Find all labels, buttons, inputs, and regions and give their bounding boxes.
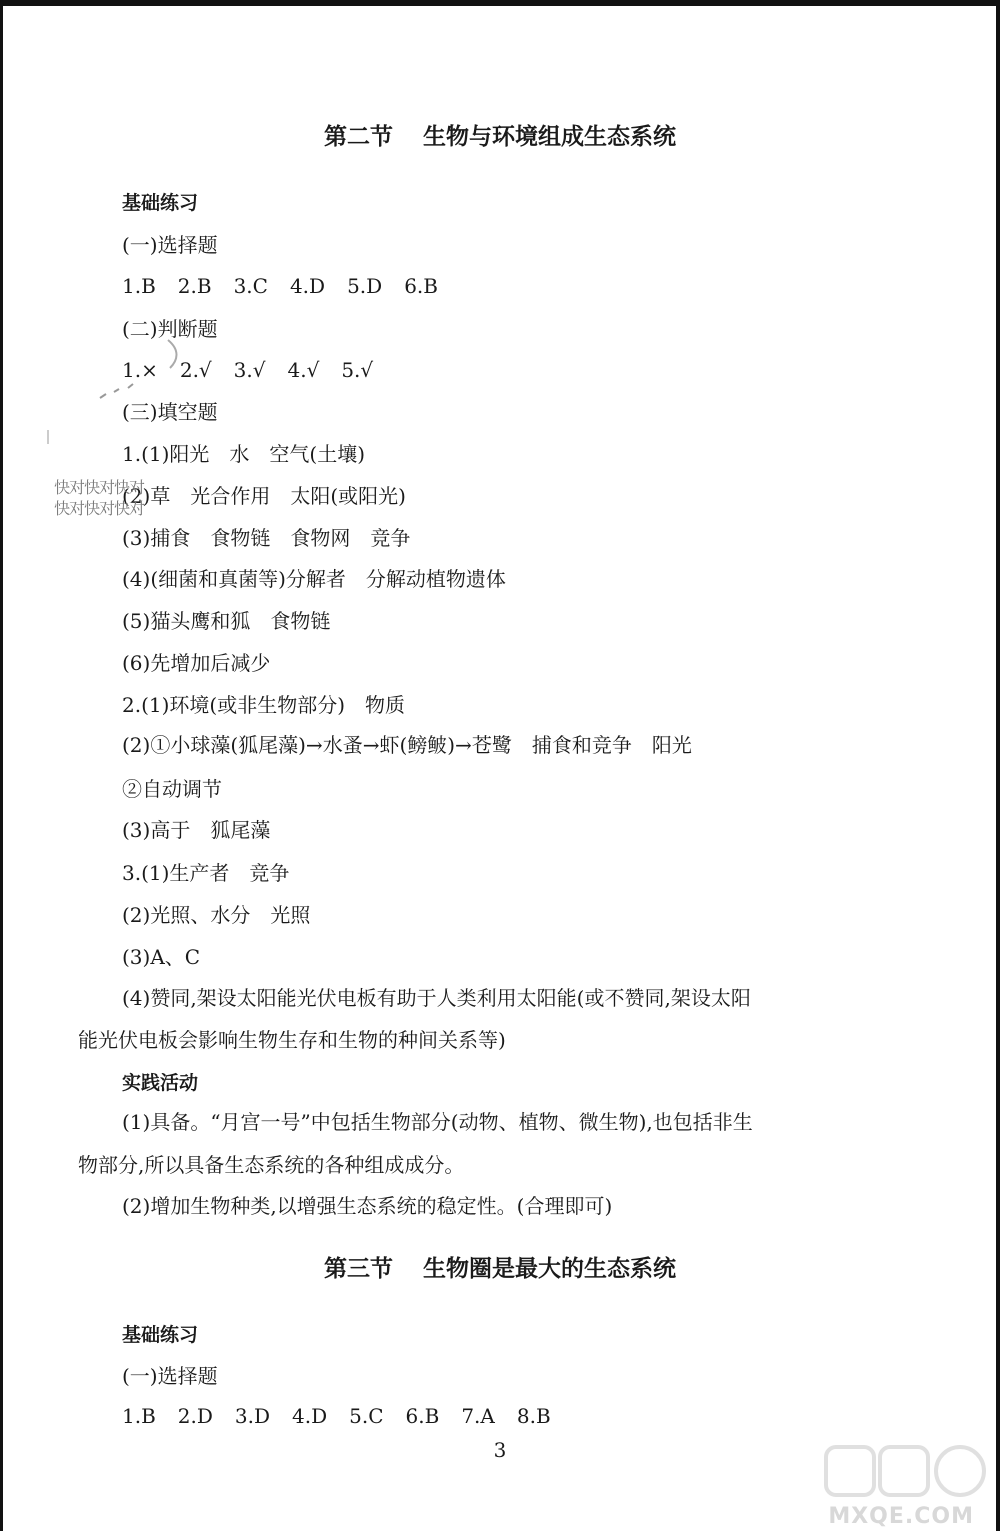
scan-border-left [0, 0, 3, 1531]
fill-line: (4)赞同,架设太阳能光伏电板有助于人类利用太阳能(或不赞同,架设太阳 [122, 986, 751, 1010]
section2-judge-answers [122, 358, 1000, 382]
answer-item: 4.D [289, 274, 326, 298]
answer-item: 2.B [177, 274, 212, 298]
section3-basic-practice-heading: 基础练习 [122, 1324, 199, 1346]
section3-title [0, 1255, 1000, 1283]
fill-line: (4)(细菌和真菌等)分解者 分解动植物遗体 [122, 567, 506, 591]
answer-item: 2.D [177, 1404, 213, 1428]
fill-line: (6)先增加后减少 [122, 651, 271, 675]
section2-choice-answers [122, 274, 1000, 298]
fill-line: 能光伏电板会影响生物生存和生物的种间关系等) [78, 1028, 506, 1052]
watermark-line: 快对快对快对 [54, 478, 145, 497]
section2-practice-heading: 实践活动 [122, 1072, 199, 1094]
fill-line: (2)草 光合作用 太阳(或阳光) [122, 484, 406, 508]
fill-line: (2)光照、水分 光照 [122, 903, 311, 927]
section2-choice-heading: (一)选择题 [122, 233, 218, 257]
section2-title-text: 生物与环境组成生态系统 [423, 124, 676, 150]
answer-item: 4.D [292, 1404, 328, 1428]
answer-item: 2.√ [179, 358, 212, 382]
section3-choice-heading: (一)选择题 [122, 1364, 218, 1388]
fill-line: (3)A、C [122, 945, 201, 969]
fill-line: (3)捕食 食物链 食物网 竞争 [122, 526, 411, 550]
watermark-line: 快对快对快对 [54, 499, 145, 518]
answer-item: 3.C [233, 274, 268, 298]
scan-border-top [0, 0, 1000, 6]
answer-item: 5.√ [341, 358, 374, 382]
answer-item: 1.B [122, 274, 156, 298]
section2-basic-practice-heading: 基础练习 [122, 192, 199, 214]
fill-line: (3)高于 狐尾藻 [122, 818, 271, 842]
answer-item: 8.B [516, 1404, 551, 1428]
section2-title-number: 第二节 [324, 124, 393, 150]
section3-title-text: 生物圈是最大的生态系统 [423, 1256, 676, 1282]
section2-fill-heading: (三)填空题 [122, 400, 218, 424]
section2-title [0, 123, 1000, 151]
fill-line: 1.(1)阳光 水 空气(土壤) [122, 442, 366, 466]
answer-item: 7.A [461, 1404, 495, 1428]
site-watermark-logo [820, 1443, 992, 1531]
answer-item: 3.D [234, 1404, 271, 1428]
page-number: 3 [493, 1438, 507, 1462]
section3-choice-answers [122, 1404, 1000, 1428]
scan-smudge [40, 330, 190, 470]
fill-line: 2.(1)环境(或非生物部分) 物质 [122, 693, 406, 717]
fill-line: 3.(1)生产者 竞争 [122, 861, 290, 885]
fill-line: (2)①小球藻(狐尾藻)→水蚤→虾(鳑鲏)→苍鹭 捕食和竞争 阳光 [122, 733, 692, 757]
answer-item: 5.D [347, 274, 383, 298]
answer-item: 6.B [405, 1404, 440, 1428]
answer-item: 3.√ [233, 358, 266, 382]
section3-title-number: 第三节 [324, 1256, 393, 1282]
section2-judge-heading: (二)判断题 [122, 317, 218, 341]
answer-item: 4.√ [287, 358, 320, 382]
practice-line: (1)具备。“月宫一号”中包括生物部分(动物、植物、微生物),也包括非生 [122, 1110, 753, 1134]
answer-item: 6.B [404, 274, 438, 298]
answer-logo-icon [820, 1443, 992, 1507]
answer-item: 5.C [349, 1404, 384, 1428]
scan-border-right [996, 0, 1000, 1531]
answer-item: 1.B [122, 1404, 156, 1428]
practice-line: 物部分,所以具备生态系统的各种组成成分。 [78, 1153, 465, 1177]
site-watermark-text: MXQE.COM [828, 1504, 974, 1529]
answer-item: 1.× [122, 358, 158, 382]
fill-line: ②自动调节 [122, 777, 222, 801]
practice-line: (2)增加生物种类,以增强生态系统的稳定性。(合理即可) [122, 1194, 613, 1218]
fill-line: (5)猫头鹰和狐 食物链 [122, 609, 331, 633]
